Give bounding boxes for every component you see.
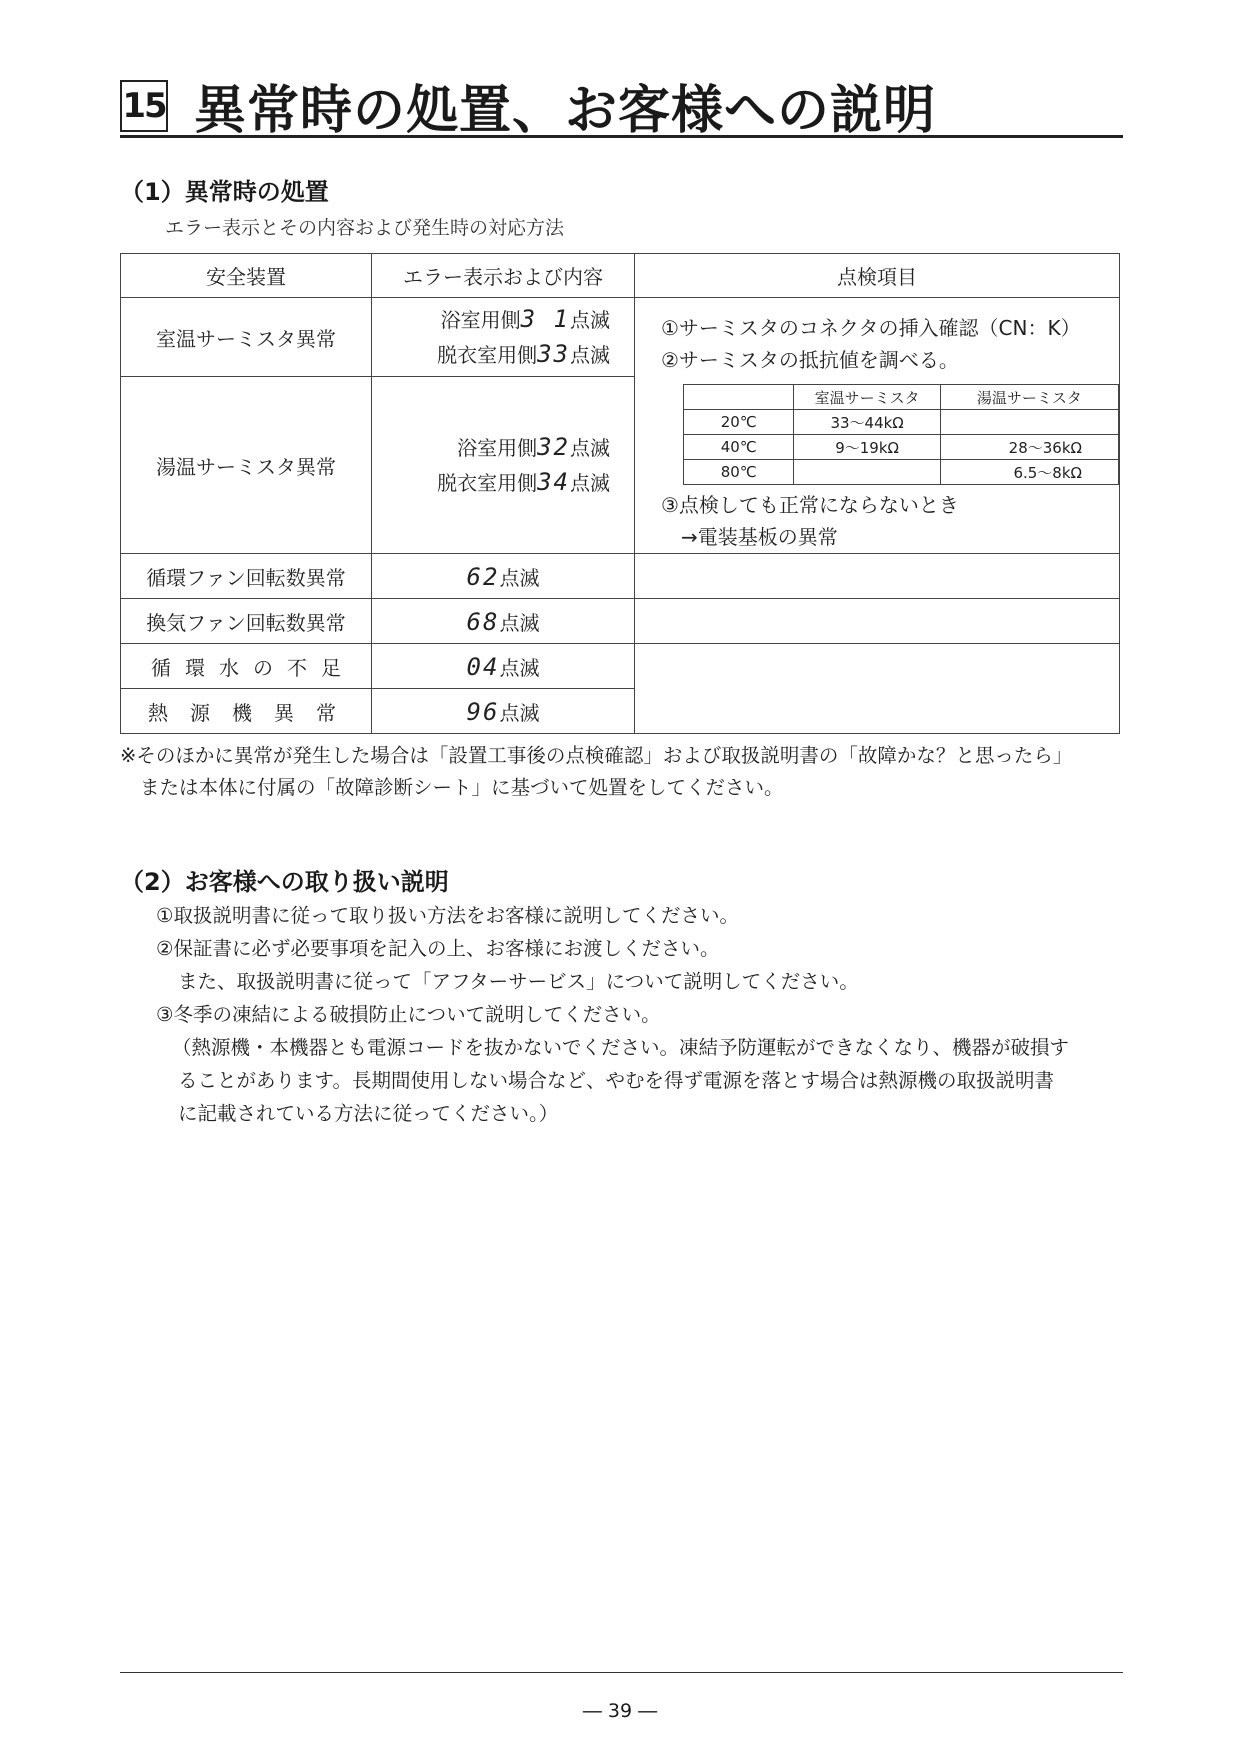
check-item-3b: →電装基板の異常 (681, 525, 838, 549)
display-prefix: 脱衣室用側 (437, 471, 538, 496)
resistance-value (794, 460, 940, 485)
error-code: 3 1 (520, 305, 570, 334)
check-cell-empty (635, 644, 1120, 734)
error-code: 32 (537, 433, 570, 462)
resistance-value (940, 410, 1118, 435)
instruction-line: ③冬季の凍結による破損防止について説明してください。 (156, 1003, 661, 1026)
page-title (120, 68, 936, 143)
instruction-line: ②保証書に必ず必要事項を記入の上、お客様にお渡しください。 (156, 937, 720, 960)
display-prefix: 脱衣室用側 (437, 343, 538, 368)
display-cell (372, 689, 635, 734)
device-cell: 室温サーミスタ異常 (121, 298, 372, 377)
display-suffix: 点滅 (499, 655, 540, 680)
instruction-line: （熱源機・本機器とも電源コードを抜かないでください。凍結予防運転ができなくなり、機器が破損す (172, 1036, 1070, 1059)
error-code: 96 (466, 697, 500, 726)
note-line-1: ※そのほかに異常が発生した場合は「設置工事後の点検確認」および取扱説明書の「故障かな？と思ったら」 (120, 744, 1073, 767)
check-cell (635, 298, 1120, 554)
display-prefix: 浴室用側 (457, 436, 538, 461)
error-code: 34 (537, 468, 570, 497)
section2-heading: （2）お客様への取り扱い説明 (120, 868, 449, 896)
error-code: 33 (537, 340, 570, 369)
title-underline (120, 135, 1123, 138)
resistance-temp: 20℃ (684, 410, 794, 435)
display-suffix: 点滅 (499, 610, 540, 635)
error-table (120, 253, 1120, 734)
resistance-header: 湯温サーミスタ (940, 385, 1118, 410)
display-suffix: 点滅 (570, 471, 610, 496)
check-item-2: ②サーミスタの抵抗値を調べる。 (661, 348, 959, 372)
error-code: 68 (466, 607, 500, 636)
table-header-row (121, 254, 1120, 298)
display-prefix: 浴室用側 (440, 308, 521, 333)
table-row (121, 298, 1120, 377)
device-cell: 湯温サーミスタ異常 (121, 377, 372, 554)
error-code: 62 (466, 562, 500, 591)
resistance-value: 33～44kΩ (794, 410, 940, 435)
section1-heading: （1）異常時の処置 (120, 178, 329, 206)
resistance-temp: 80℃ (684, 460, 794, 485)
display-suffix: 点滅 (570, 436, 610, 461)
display-cell (372, 554, 635, 599)
check-cell-empty (635, 599, 1120, 644)
display-suffix: 点滅 (570, 308, 610, 333)
header-device: 安全装置 (121, 254, 372, 298)
resistance-value: 6.5～8kΩ (940, 460, 1118, 485)
table-row (121, 554, 1120, 599)
display-suffix: 点滅 (570, 343, 610, 368)
resistance-table (683, 384, 1119, 485)
resistance-value: 28～36kΩ (940, 435, 1118, 460)
header-check: 点検項目 (635, 254, 1120, 298)
display-cell (372, 599, 635, 644)
display-cell (372, 377, 635, 554)
check-item-3: ③点検しても正常にならないとき (661, 493, 959, 517)
instruction-line: また、取扱説明書に従って「アフターサービス」について説明してください。 (178, 970, 859, 993)
header-display: エラー表示および内容 (372, 254, 635, 298)
device-cell: 熱源機異常 (121, 689, 372, 734)
device-cell: 循環ファン回転数異常 (121, 554, 372, 599)
display-suffix: 点滅 (499, 700, 540, 725)
instruction-line: に記載されている方法に従ってください。） (178, 1102, 559, 1125)
table-row (121, 644, 1120, 689)
section-number-box: 15 (120, 80, 168, 132)
resistance-header (684, 385, 794, 410)
resistance-header: 室温サーミスタ (794, 385, 940, 410)
check-cell-empty (635, 554, 1120, 599)
device-cell: 換気ファン回転数異常 (121, 599, 372, 644)
main-title: 異常時の処置、お客様への説明 (194, 81, 937, 141)
instruction-line: ることがあります。長期間使用しない場合など、やむを得ず電源を落とす場合は熱源機の取扱説明書 (178, 1069, 1054, 1092)
resistance-temp: 40℃ (684, 435, 794, 460)
display-cell (372, 298, 635, 377)
note-line-2: または本体に付属の「故障診断シート」に基づいて処置をしてください。 (140, 776, 784, 799)
footer-rule (120, 1672, 1123, 1673)
instruction-line: ①取扱説明書に従って取り扱い方法をお客様に説明してください。 (156, 904, 739, 927)
page-number: ― 39 ― (582, 1700, 658, 1722)
table-row (121, 599, 1120, 644)
section1-subtitle: エラー表示とその内容および発生時の対応方法 (165, 217, 565, 239)
resistance-value: 9～19kΩ (794, 435, 940, 460)
error-code: 04 (466, 652, 500, 681)
display-cell (372, 644, 635, 689)
device-cell: 循環水の不足 (121, 644, 372, 689)
check-item-1: ①サーミスタのコネクタの挿入確認（CN：K） (661, 316, 1081, 340)
display-suffix: 点滅 (499, 565, 540, 590)
